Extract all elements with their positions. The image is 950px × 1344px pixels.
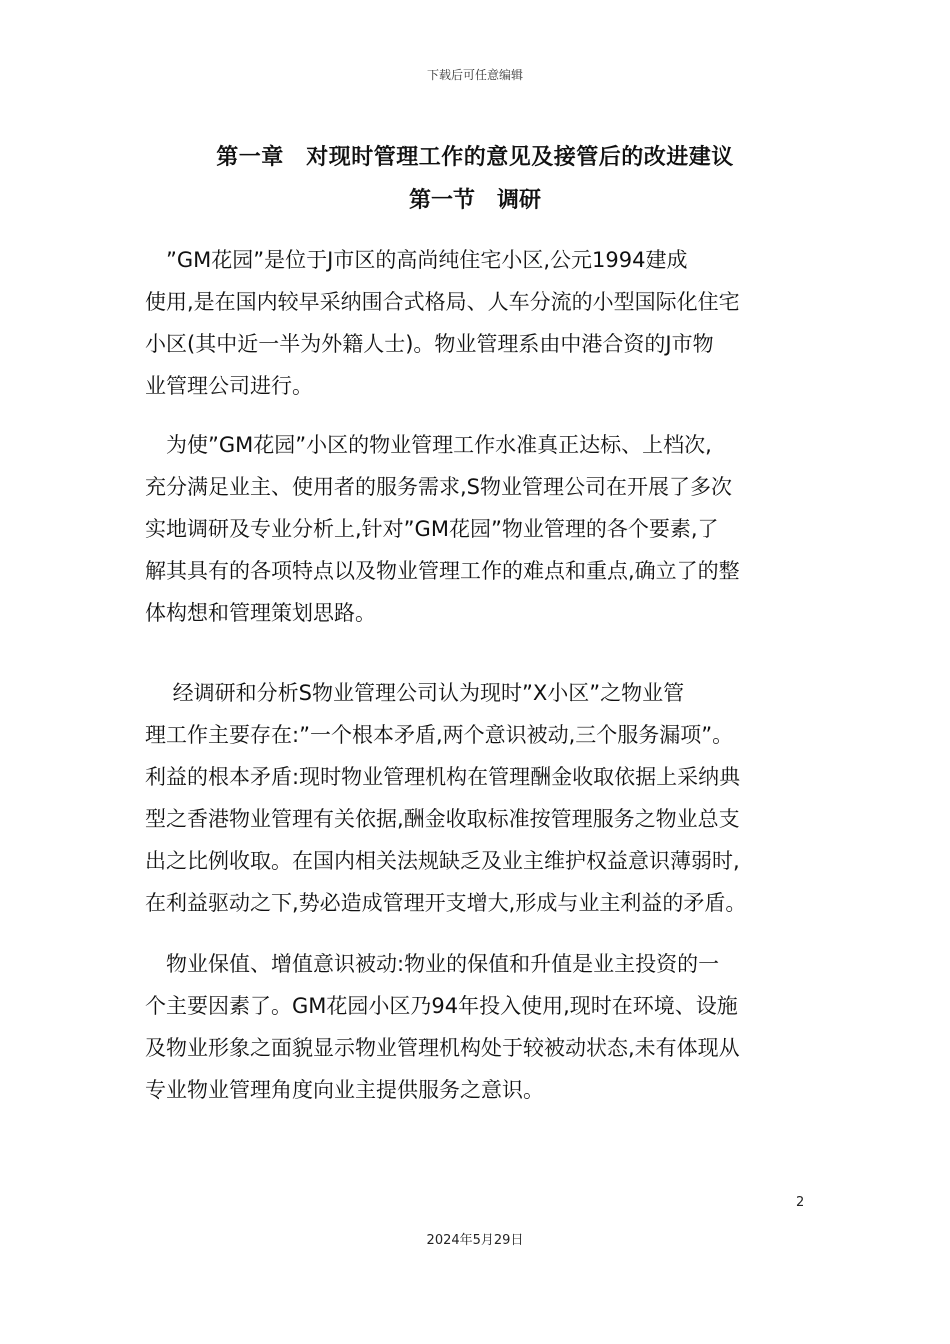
paragraph-line: 体构想和管理策划思路。 [145, 601, 376, 625]
chapter-title: 第一章 对现时管理工作的意见及接管后的改进建议 [216, 145, 734, 170]
footer-date: 2024年5月29日 [426, 1233, 524, 1248]
paragraph-line: 及物业形象之面貌显示物业管理机构处于较被动状态,未有体现从 [145, 1036, 740, 1060]
paragraph-line: 型之香港物业管理有关依据,酬金收取标准按管理服务之物业总支 [145, 807, 740, 831]
paragraph-1 [145, 239, 815, 407]
paragraph-line: 理工作主要存在:”一个根本矛盾,两个意识被动,三个服务漏项”。 [145, 723, 734, 747]
page-header: 下载后可任意编辑 [426, 68, 523, 82]
section-title: 第一节 调研 [408, 188, 541, 213]
paragraph-line: 小区(其中近一半为外籍人士)。物业管理系由中港合资的J市物 [145, 332, 714, 356]
paragraph-line: ”GM花园”是位于J市区的高尚纯住宅小区,公元1994建成 [145, 248, 688, 272]
paragraph-line: 实地调研及专业分析上,针对”GM花园”物业管理的各个要素,了 [145, 517, 719, 541]
paragraph-line: 为使”GM花园”小区的物业管理工作水准真正达标、上档次, [145, 433, 712, 457]
paragraph-line: 出之比例收取。在国内相关法规缺乏及业主维护权益意识薄弱时, [145, 849, 740, 873]
paragraph-line: 经调研和分析S物业管理公司认为现时”X小区”之物业管 [145, 681, 685, 705]
paragraph-line: 利益的根本矛盾:现时物业管理机构在管理酬金收取依据上采纳典 [145, 765, 741, 789]
paragraph-line: 解其具有的各项特点以及物业管理工作的难点和重点,确立了的整 [145, 559, 740, 583]
paragraph-line: 物业保值、增值意识被动:物业的保值和升值是业主投资的一 [145, 952, 720, 976]
paragraph-4 [145, 943, 815, 1111]
paragraph-line: 在利益驱动之下,势必造成管理开支增大,形成与业主利益的矛盾。 [145, 891, 747, 915]
paragraph-line: 专业物业管理角度向业主提供服务之意识。 [145, 1078, 544, 1102]
paragraph-line: 业管理公司进行。 [145, 374, 313, 398]
paragraph-line: 个主要因素了。GM花园小区乃94年投入使用,现时在环境、设施 [145, 994, 738, 1018]
paragraph-line: 充分满足业主、使用者的服务需求,S物业管理公司在开展了多次 [145, 475, 733, 499]
paragraph-line: 使用,是在国内较早采纳围合式格局、人车分流的小型国际化住宅 [145, 290, 740, 314]
page-number: 2 [796, 1195, 805, 1210]
paragraph-3 [145, 672, 815, 924]
paragraph-2 [145, 424, 815, 634]
